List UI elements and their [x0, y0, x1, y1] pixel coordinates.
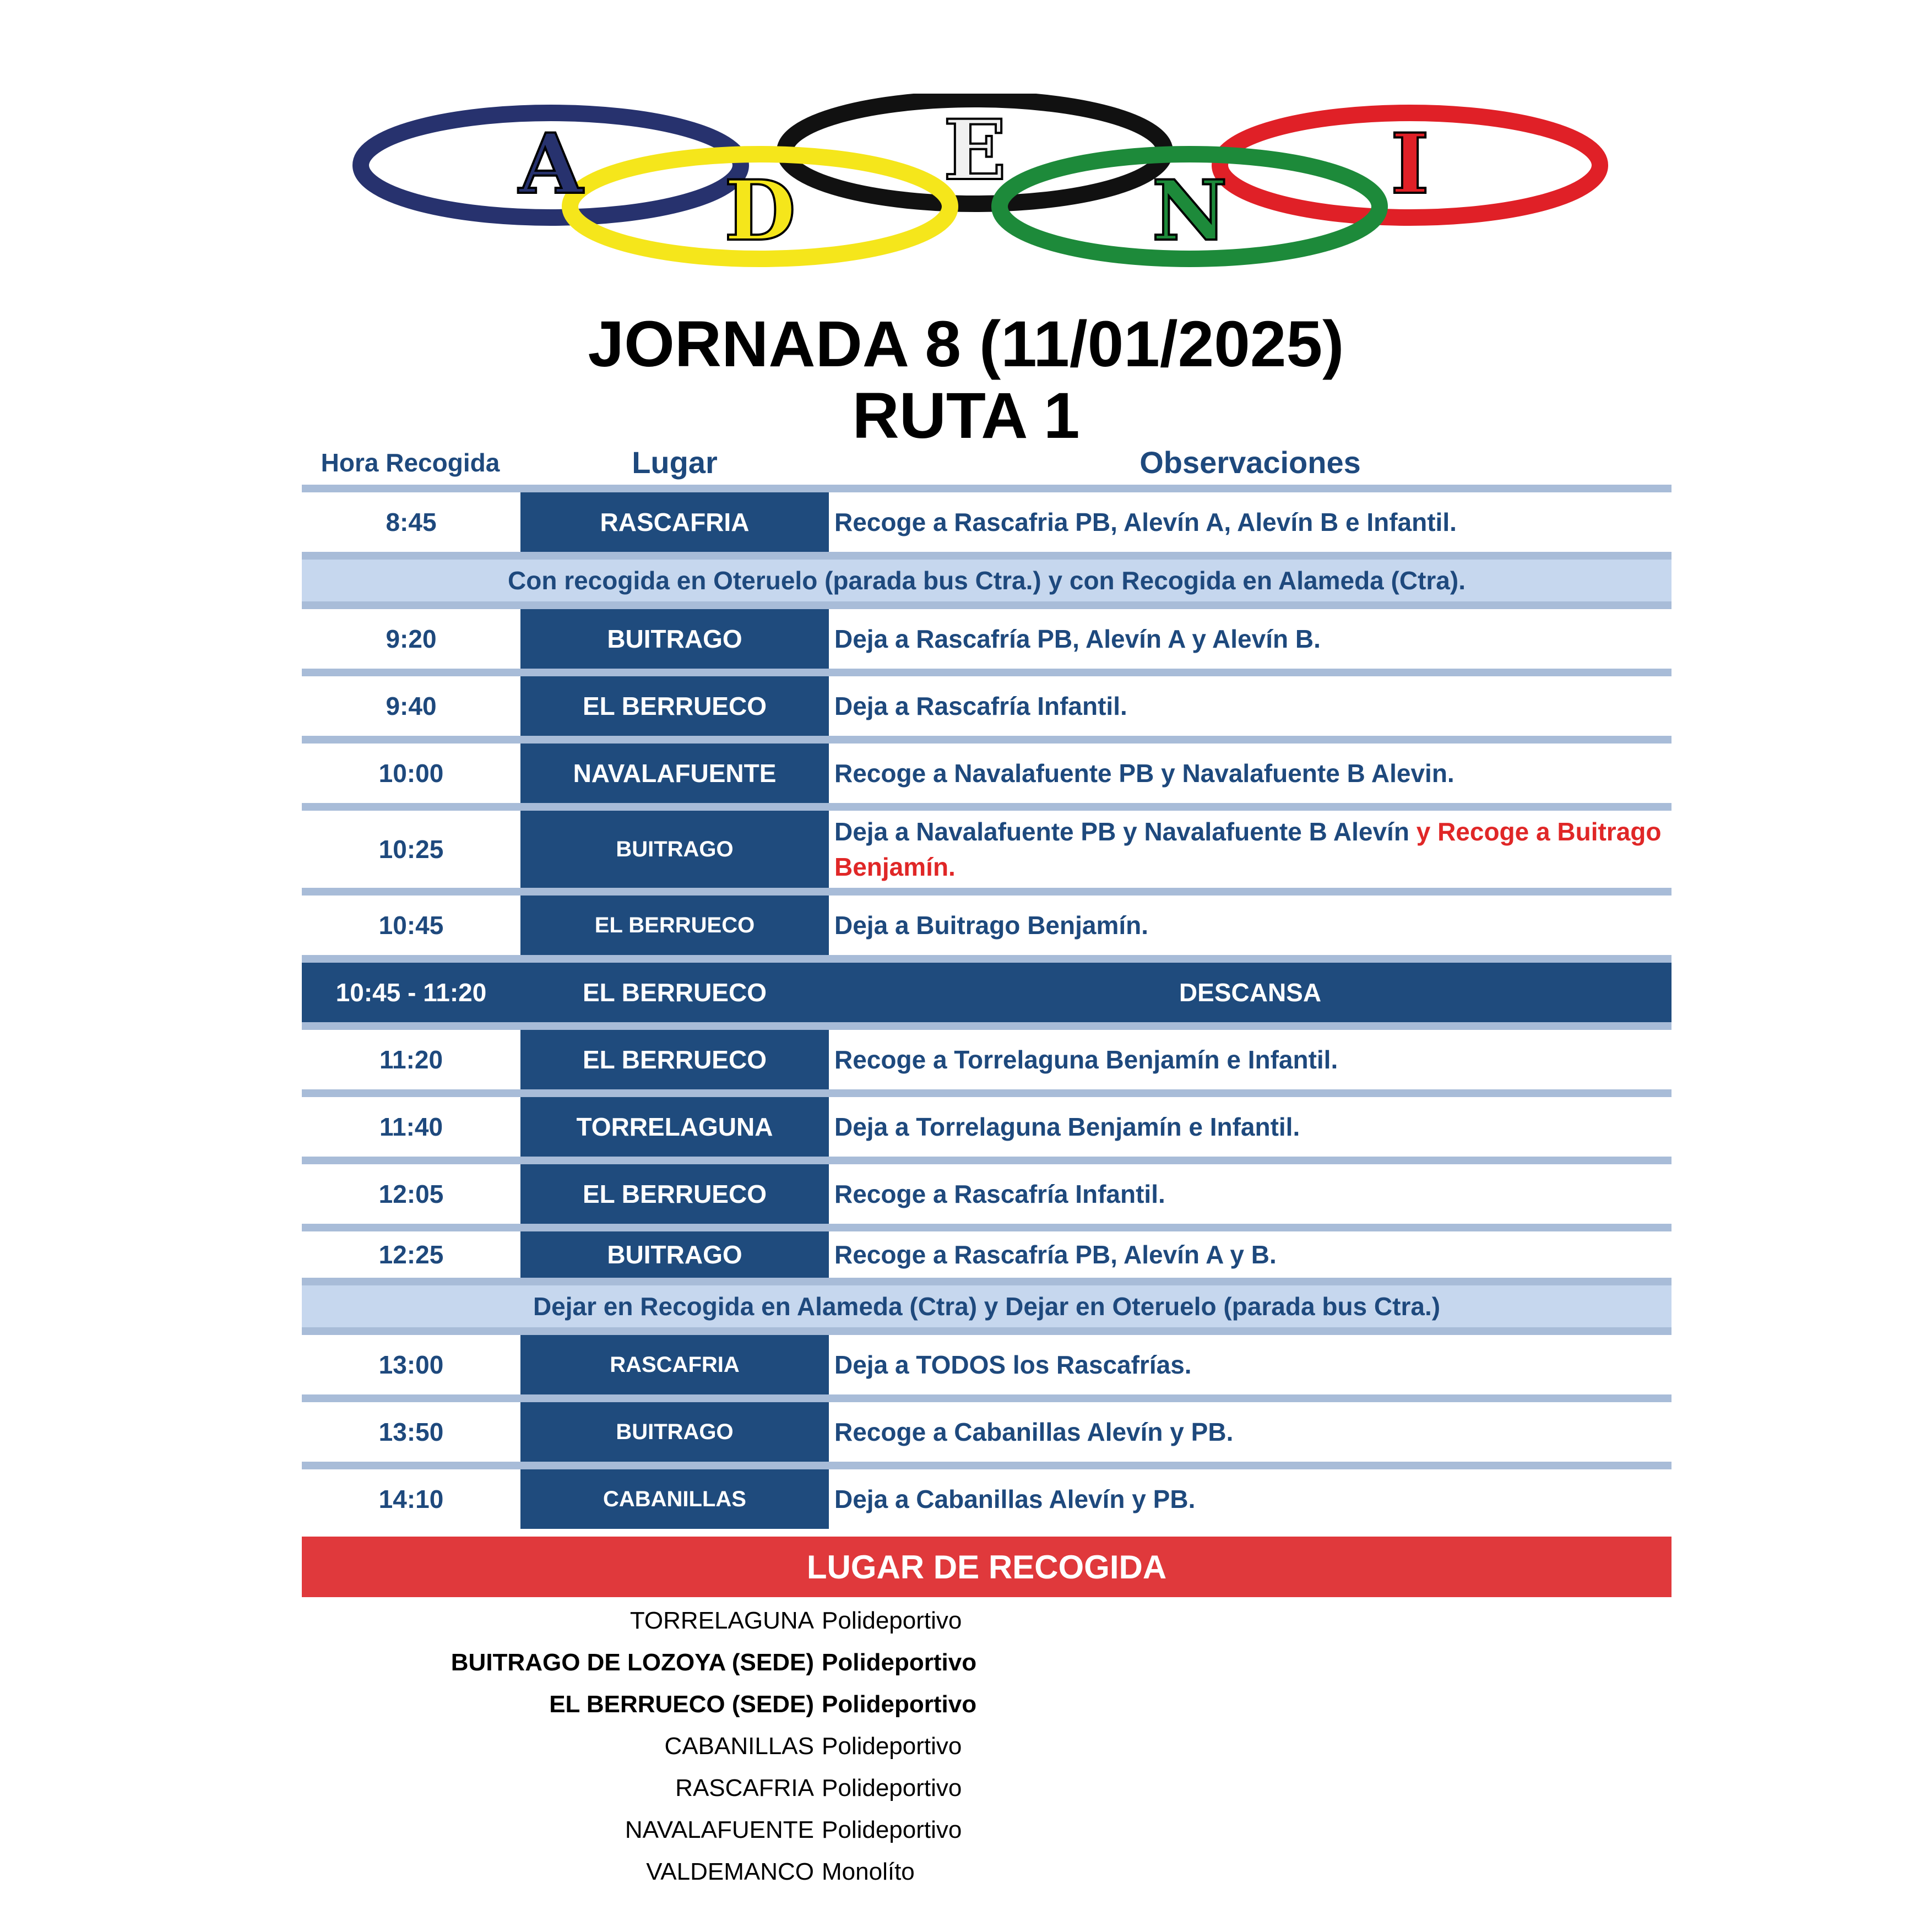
logo-letter-e: E	[943, 102, 1007, 199]
lugar-cell: BUITRAGO	[520, 1402, 829, 1462]
hora-cell: 13:00	[378, 1350, 444, 1379]
observaciones-text: Deja a Navalafuente PB y Navalafuente B Alevín	[834, 817, 1417, 846]
lugar-cell: RASCAFRIA	[520, 1335, 829, 1394]
hora-cell: 8:45	[386, 508, 437, 536]
row-separator	[302, 1278, 1671, 1285]
lugar-cell: EL BERRUECO	[520, 1030, 829, 1089]
observaciones-text: Recoge a Cabanillas Alevín y PB.	[834, 1418, 1234, 1446]
pickup-place-name: BUITRAGO DE LOZOYA (SEDE)	[451, 1649, 814, 1676]
pickup-place-row	[302, 1642, 1671, 1684]
lugar-cell: BUITRAGO	[520, 811, 829, 888]
table-row	[302, 492, 1671, 552]
pickup-place-row	[302, 1725, 1671, 1767]
logo-letter-n: N	[1152, 162, 1228, 259]
observaciones-text: Recoge a Torrelaguna Benjamín e Infantil.	[834, 1045, 1338, 1074]
observaciones-cell	[829, 963, 1671, 1022]
pickup-place-name: RASCAFRIA	[675, 1774, 814, 1801]
observaciones-cell	[829, 744, 1671, 803]
observaciones-text: Deja a Cabanillas Alevín y PB.	[834, 1485, 1196, 1513]
pickup-place-name: TORRELAGUNA	[629, 1607, 814, 1634]
table-row	[302, 1097, 1671, 1157]
lugar-cell: BUITRAGO	[520, 609, 829, 669]
observaciones-cell	[829, 1402, 1671, 1462]
pickup-place-type: Polideportivo	[822, 1649, 977, 1676]
row-separator	[302, 1157, 1671, 1164]
observaciones-text: Deja a Buitrago Benjamín.	[834, 911, 1149, 940]
table-row	[302, 1231, 1671, 1278]
hora-cell: 14:10	[378, 1485, 444, 1513]
lugar-cell: NAVALAFUENTE	[520, 744, 829, 803]
observaciones-cell	[829, 1469, 1671, 1529]
pickup-header: LUGAR DE RECOGIDA	[302, 1537, 1671, 1597]
hora-cell: 9:40	[386, 692, 437, 720]
pickup-places-list	[302, 1600, 1671, 1893]
row-separator	[302, 669, 1671, 676]
logo-letter-d: D	[724, 162, 796, 259]
lugar-cell: EL BERRUECO	[520, 1164, 829, 1224]
pickup-place-type: Polideportivo	[822, 1816, 962, 1843]
row-separator	[302, 552, 1671, 560]
observaciones-text: Deja a Torrelaguna Benjamín e Infantil.	[834, 1112, 1300, 1141]
row-separator	[302, 485, 1671, 492]
lugar-cell: BUITRAGO	[520, 1231, 829, 1278]
table-row	[302, 1030, 1671, 1089]
hora-cell: 12:05	[378, 1180, 444, 1208]
table-row	[302, 896, 1671, 955]
pickup-place-name: EL BERRUECO (SEDE)	[549, 1691, 814, 1718]
lugar-cell: EL BERRUECO	[520, 896, 829, 955]
table-row	[302, 1469, 1671, 1529]
pickup-place-row	[302, 1809, 1671, 1851]
lugar-cell: TORRELAGUNA	[520, 1097, 829, 1157]
pickup-place-name: VALDEMANCO	[646, 1858, 814, 1885]
observaciones-text: Deja a TODOS los Rascafrías.	[834, 1350, 1192, 1379]
row-separator	[302, 803, 1671, 811]
column-header-lugar: Lugar	[632, 445, 718, 480]
schedule-note: Dejar en Recogida en Alameda (Ctra) y Dejar en Oteruelo (parada bus Ctra.)	[302, 1285, 1671, 1327]
hora-cell: 11:20	[379, 1045, 443, 1074]
hora-cell: 10:45 - 11:20	[335, 978, 487, 1007]
observaciones-cell	[829, 1097, 1671, 1157]
schedule-note: Con recogida en Oteruelo (parada bus Ctra.) y con Recogida en Alameda (Ctra).	[302, 560, 1671, 601]
pickup-place-type: Polideportivo	[822, 1691, 977, 1718]
observaciones-cell	[829, 1231, 1671, 1278]
observaciones-highlight: y Recoge a Buitrago Benjamín.	[834, 817, 1662, 881]
route-title: RUTA 1	[852, 379, 1080, 452]
pickup-place-name: NAVALAFUENTE	[625, 1816, 814, 1843]
observaciones-cell	[829, 492, 1671, 552]
lugar-cell: RASCAFRIA	[520, 492, 829, 552]
row-separator	[302, 1224, 1671, 1231]
table-row	[302, 1164, 1671, 1224]
pickup-place-type: Polideportivo	[822, 1774, 962, 1801]
observaciones-text: Recoge a Rascafría Infantil.	[834, 1180, 1165, 1208]
hora-cell: 9:20	[386, 625, 437, 653]
logo-letter-a: A	[518, 116, 583, 213]
hora-cell: 11:40	[379, 1112, 443, 1141]
adeni-logo	[352, 94, 1619, 270]
pickup-place-row	[302, 1684, 1671, 1725]
observaciones-cell	[829, 811, 1671, 888]
row-separator	[302, 1022, 1671, 1030]
observaciones-cell	[829, 1030, 1671, 1089]
hora-cell: 10:25	[378, 835, 444, 864]
row-separator	[302, 1327, 1671, 1335]
column-header-observaciones: Observaciones	[1139, 445, 1361, 480]
row-separator	[302, 1462, 1671, 1469]
pickup-place-row	[302, 1851, 1671, 1893]
observaciones-text: DESCANSA	[1179, 978, 1322, 1007]
observaciones-cell	[829, 609, 1671, 669]
logo-letter-i: I	[1390, 116, 1430, 213]
hora-cell: 13:50	[378, 1418, 444, 1446]
observaciones-text: Recoge a Navalafuente PB y Navalafuente B Alevin.	[834, 759, 1455, 788]
observaciones-cell	[829, 1335, 1671, 1394]
schedule-table	[302, 485, 1671, 1529]
column-header-hora: Hora Recogida	[321, 448, 500, 477]
observaciones-cell	[829, 896, 1671, 955]
row-separator	[302, 888, 1671, 896]
row-separator	[302, 601, 1671, 609]
pickup-place-row	[302, 1767, 1671, 1809]
hora-cell: 10:00	[378, 759, 444, 788]
row-separator	[302, 1394, 1671, 1402]
observaciones-text: Recoge a Rascafria PB, Alevín A, Alevín B e Infantil.	[834, 508, 1457, 536]
table-row	[302, 811, 1671, 888]
table-row	[302, 1402, 1671, 1462]
table-row	[302, 676, 1671, 736]
pickup-place-type: Polideportivo	[822, 1607, 962, 1634]
pickup-place-type: Polideportivo	[822, 1733, 962, 1760]
rest-row	[302, 963, 1671, 1022]
lugar-cell: CABANILLAS	[520, 1469, 829, 1529]
hora-cell: 12:25	[378, 1240, 444, 1269]
table-row	[302, 609, 1671, 669]
table-row	[302, 744, 1671, 803]
observaciones-cell	[829, 1164, 1671, 1224]
observaciones-text: Deja a Rascafría Infantil.	[834, 692, 1127, 720]
lugar-cell: EL BERRUECO	[520, 963, 829, 1022]
row-separator	[302, 955, 1671, 963]
pickup-place-type: Monolíto	[822, 1858, 915, 1885]
hora-cell: 10:45	[378, 911, 444, 940]
observaciones-text: Deja a Rascafría PB, Alevín A y Alevín B.	[834, 625, 1321, 653]
lugar-cell: EL BERRUECO	[520, 676, 829, 736]
table-row	[302, 1335, 1671, 1394]
pickup-place-name: CABANILLAS	[664, 1733, 814, 1760]
pickup-place-row	[302, 1600, 1671, 1642]
row-separator	[302, 1089, 1671, 1097]
observaciones-cell	[829, 676, 1671, 736]
row-separator	[302, 736, 1671, 744]
page-title: JORNADA 8 (11/01/2025)	[588, 308, 1344, 381]
observaciones-text: Recoge a Rascafría PB, Alevín A y B.	[834, 1240, 1277, 1269]
